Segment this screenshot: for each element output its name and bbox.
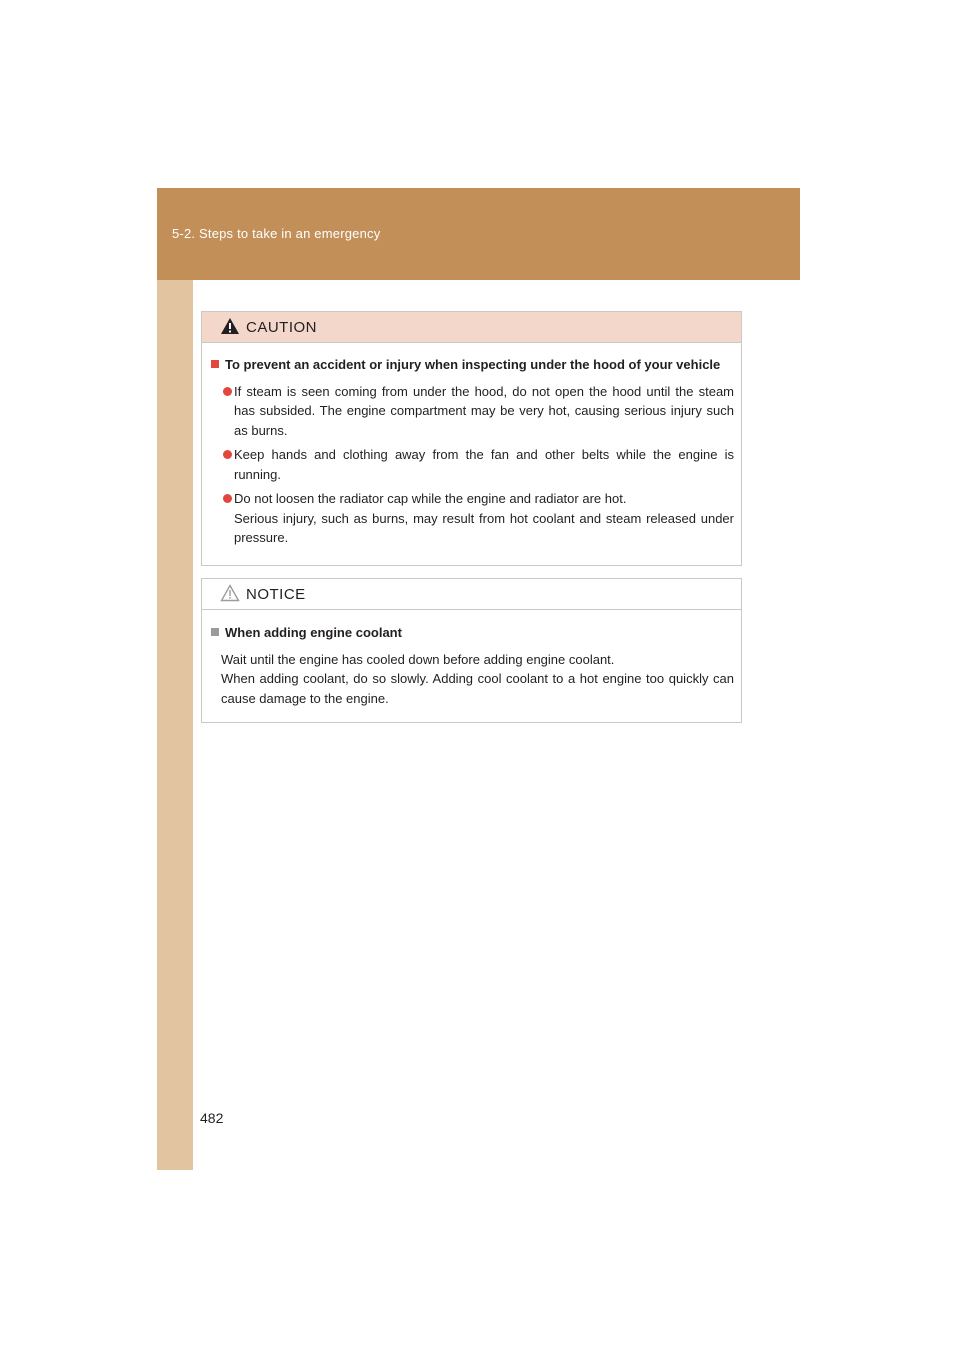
square-bullet-icon	[211, 628, 219, 636]
caution-bullet: Keep hands and clothing away from the fan and other belts while the engine is running.	[211, 445, 734, 484]
page-number: 482	[200, 1110, 224, 1126]
caution-header	[202, 312, 741, 343]
notice-label: NOTICE	[246, 586, 306, 603]
warning-triangle-icon	[220, 317, 240, 335]
round-bullet-icon	[223, 494, 232, 503]
caution-heading: To prevent an accident or injury when inspecting under the hood of your vehicle	[211, 355, 734, 375]
notice-heading: When adding engine coolant	[211, 623, 734, 643]
notice-box	[201, 578, 742, 723]
page-side-strip	[157, 188, 193, 1170]
round-bullet-icon	[223, 450, 232, 459]
round-bullet-icon	[223, 387, 232, 396]
caution-body	[202, 343, 741, 548]
caution-bullet: Do not loosen the radiator cap while the engine and radiator are hot.	[211, 489, 734, 509]
notice-line: When adding coolant, do so slowly. Adding cool coolant to a hot engine too quickly can cause damage to the engine.	[221, 671, 734, 706]
section-title: 5-2. Steps to take in an emergency	[172, 226, 381, 241]
notice-body	[202, 610, 741, 708]
notice-line: Wait until the engine has cooled down before adding engine coolant.	[221, 651, 615, 667]
caution-bullet: If steam is seen coming from under the hood, do not open the hood until the steam has subsided. The engine compartment may be very hot, causing serious injury such as burns.	[211, 382, 734, 441]
warning-triangle-outline-icon	[220, 584, 240, 602]
caution-continuation: Serious injury, such as burns, may result from hot coolant and steam released under pressure.	[234, 510, 734, 545]
square-bullet-icon	[211, 360, 219, 368]
notice-header	[202, 579, 741, 610]
caution-box	[201, 311, 742, 566]
caution-label: CAUTION	[246, 319, 317, 336]
